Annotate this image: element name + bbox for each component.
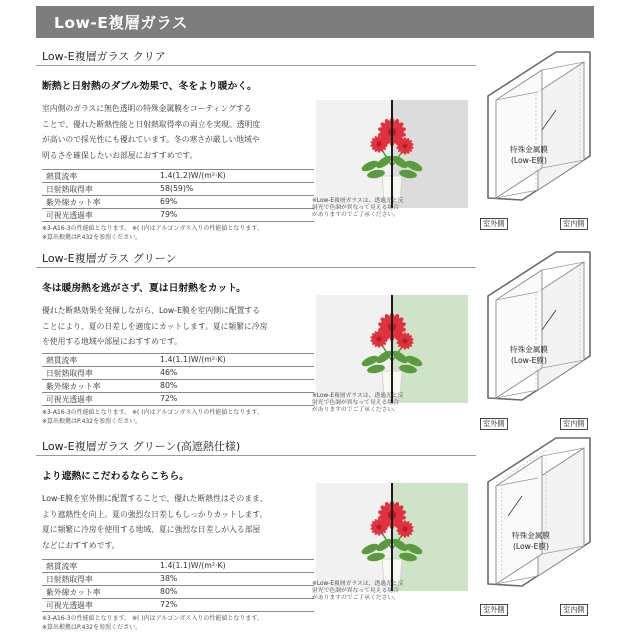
- section-tagline: より遮熱にこだわるならこちら。: [42, 471, 189, 482]
- photo-note-line: がありますのでご了承ください。: [312, 212, 399, 219]
- section-description: [42, 101, 314, 163]
- spec-label: 日射熱取得率: [46, 185, 93, 194]
- section-divider: [36, 455, 476, 456]
- description-line: Low-E膜を室外側に配置することで、優れた断熱性はそのまま、: [42, 494, 268, 503]
- spec-value: 80%: [160, 587, 178, 596]
- glass-comparison-photo: [316, 295, 468, 403]
- description-line: 優れた断熱効果を発揮しながら、Low-E膜を室内側に配置する: [42, 306, 261, 315]
- description-line: より遮熱性を向上。夏の強烈な日差しもしっかりカットします。: [42, 509, 268, 519]
- photo-note-line: 射光で色調が異なって見える場合: [312, 205, 399, 212]
- spec-value: 1.4(1.1)W/(m²·K): [160, 355, 226, 364]
- outdoor-side-label: 室外側: [480, 418, 508, 430]
- glass-edge-line: [391, 100, 393, 208]
- spec-row: [42, 393, 314, 406]
- indoor-side-label: 室内側: [560, 418, 588, 430]
- description-line: が高いので採光性にも優れています。冬の寒さが厳しい地域や: [42, 135, 260, 144]
- photo-note-line: ※Low-E複層ガラスは、透過光と反: [312, 393, 404, 399]
- photo-note-line: ※Low-E複層ガラスは、透過光と反: [312, 581, 404, 587]
- window-glass-diagram: [478, 48, 598, 232]
- section-divider: [36, 65, 476, 66]
- page-title: Low-E複層ガラス: [54, 14, 188, 32]
- spec-value: 58(59)%: [160, 184, 194, 193]
- description-line: 室内側のガラスに無色透明の特殊金属膜をコーティングする: [42, 104, 252, 113]
- spec-row: [42, 196, 314, 209]
- photo-note-line: 射光で色調が異なって見える場合: [312, 400, 399, 407]
- indoor-side-label: 室内側: [560, 604, 588, 616]
- photo-note-line: ※Low-E複層ガラスは、透過光と反: [312, 198, 404, 204]
- coating-callout: [510, 144, 548, 166]
- outdoor-side-label: 室外側: [480, 218, 508, 230]
- section-title: Low-E複層ガラス グリーン(高遮熱仕様): [42, 440, 241, 453]
- description-line: ことで、優れた断熱性能と日射熱取得率の両立を実現。透明度: [42, 119, 261, 129]
- coating-callout: [510, 344, 548, 366]
- spec-row: [42, 573, 314, 586]
- spec-label: 熱貫流率: [46, 172, 78, 181]
- spec-table: [42, 169, 314, 222]
- spec-row: [42, 183, 314, 196]
- spec-row: [42, 586, 314, 599]
- spec-row: [42, 559, 314, 573]
- spec-table: [42, 559, 314, 612]
- section-description: [42, 491, 314, 553]
- section-2: [36, 250, 596, 440]
- glass-edge-line: [391, 483, 393, 591]
- spec-label: 熱貫流率: [46, 562, 78, 571]
- spec-value: 69%: [160, 197, 178, 206]
- coating-label-line: 特殊金属膜: [510, 345, 548, 354]
- spec-row: [42, 209, 314, 222]
- footnote-line: ※算出根拠はP.432を参照ください。: [42, 417, 142, 425]
- spec-label: 可視光透過率: [46, 395, 93, 404]
- footnote-line: ※算出根拠はP.432を参照ください。: [42, 623, 142, 631]
- spec-value: 1.4(1.2)W/(m²·K): [160, 171, 226, 180]
- description-line: 夏に頻繁に冷房を使用する地域、夏に強烈な日差しが入る部屋: [42, 525, 261, 534]
- spec-footnote: [42, 615, 263, 632]
- spec-value: 79%: [160, 210, 178, 219]
- photo-note-line: がありますのでご了承ください。: [312, 407, 399, 414]
- footnote-line: ※3-A16-3の性能値となります。 ※( )内はアルゴンガス入りの性能値となります。: [42, 225, 263, 232]
- spec-value: 1.4(1.1)W/(m²·K): [160, 561, 226, 570]
- section-description: [42, 303, 314, 350]
- photo-note: [312, 393, 403, 415]
- page-header: [36, 6, 594, 38]
- spec-value: 38%: [160, 574, 178, 583]
- spec-label: 日射熱取得率: [46, 369, 93, 378]
- photo-note-line: がありますのでご了承ください。: [312, 595, 399, 602]
- photo-note-line: 射光で色調が異なって見える場合: [312, 588, 399, 595]
- section-divider: [36, 267, 476, 268]
- spec-row: [42, 353, 314, 367]
- spec-table: [42, 353, 314, 406]
- description-line: 明るさを確保したいお部屋におすすめです。: [42, 150, 198, 160]
- section-1: [36, 48, 596, 241]
- description-line: ことにより、夏の日差しを適度にカットします。夏に頻繁に冷房: [42, 321, 268, 331]
- glass-edge-line: [391, 295, 393, 403]
- section-tagline: 断熱と日射熱のダブル効果で、冬をより暖かく。: [42, 81, 257, 92]
- spec-label: 熱貫流率: [46, 356, 78, 365]
- spec-row: [42, 367, 314, 380]
- section-title: Low-E複層ガラス クリア: [42, 50, 166, 63]
- photo-note: [312, 581, 403, 603]
- window-glass-diagram: [478, 248, 598, 432]
- spec-label: 紫外線カット率: [46, 588, 101, 597]
- outdoor-side-label: 室外側: [480, 604, 508, 616]
- photo-note: [312, 198, 403, 220]
- spec-value: 72%: [160, 394, 178, 403]
- footnote-line: ※3-A16-3の性能値となります。 ※( )内はアルゴンガス入りの性能値となります。: [42, 615, 263, 622]
- spec-footnote: [42, 225, 263, 242]
- spec-footnote: [42, 409, 263, 426]
- footnote-line: ※3-A16-3の性能値となります。 ※( )内はアルゴンガス入りの性能値となります。: [42, 409, 263, 416]
- spec-value: 72%: [160, 600, 178, 609]
- glass-comparison-photo: [316, 483, 468, 591]
- spec-label: 紫外線カット率: [46, 382, 101, 391]
- spec-row: [42, 599, 314, 612]
- spec-label: 可視光透過率: [46, 211, 93, 220]
- footnote-line: ※算出根拠はP.432を参照ください。: [42, 233, 142, 241]
- spec-row: [42, 380, 314, 393]
- spec-label: 日射熱取得率: [46, 575, 93, 584]
- coating-label-line: 特殊金属膜: [510, 145, 548, 154]
- description-line: などにおすすめです。: [42, 540, 120, 550]
- glass-comparison-photo: [316, 100, 468, 208]
- section-tagline: 冬は暖房熱を逃がさず、夏は日射熱をカット。: [42, 283, 246, 294]
- window-glass-diagram: [478, 434, 598, 618]
- spec-label: 紫外線カット率: [46, 198, 101, 207]
- spec-value: 46%: [160, 368, 178, 377]
- description-line: を使用する地域や部屋におすすめです。: [42, 337, 182, 346]
- coating-label-line: (Low-E膜): [510, 156, 547, 165]
- coating-label-line: 特殊金属膜: [512, 531, 550, 540]
- coating-callout: [512, 530, 550, 552]
- coating-label-line: (Low-E膜): [512, 542, 549, 551]
- spec-value: 80%: [160, 381, 178, 390]
- spec-row: [42, 169, 314, 183]
- indoor-side-label: 室内側: [560, 218, 588, 230]
- coating-label-line: (Low-E膜): [510, 356, 547, 365]
- section-title: Low-E複層ガラス グリーン: [42, 252, 177, 265]
- section-3: [36, 438, 596, 631]
- spec-label: 可視光透過率: [46, 601, 93, 610]
